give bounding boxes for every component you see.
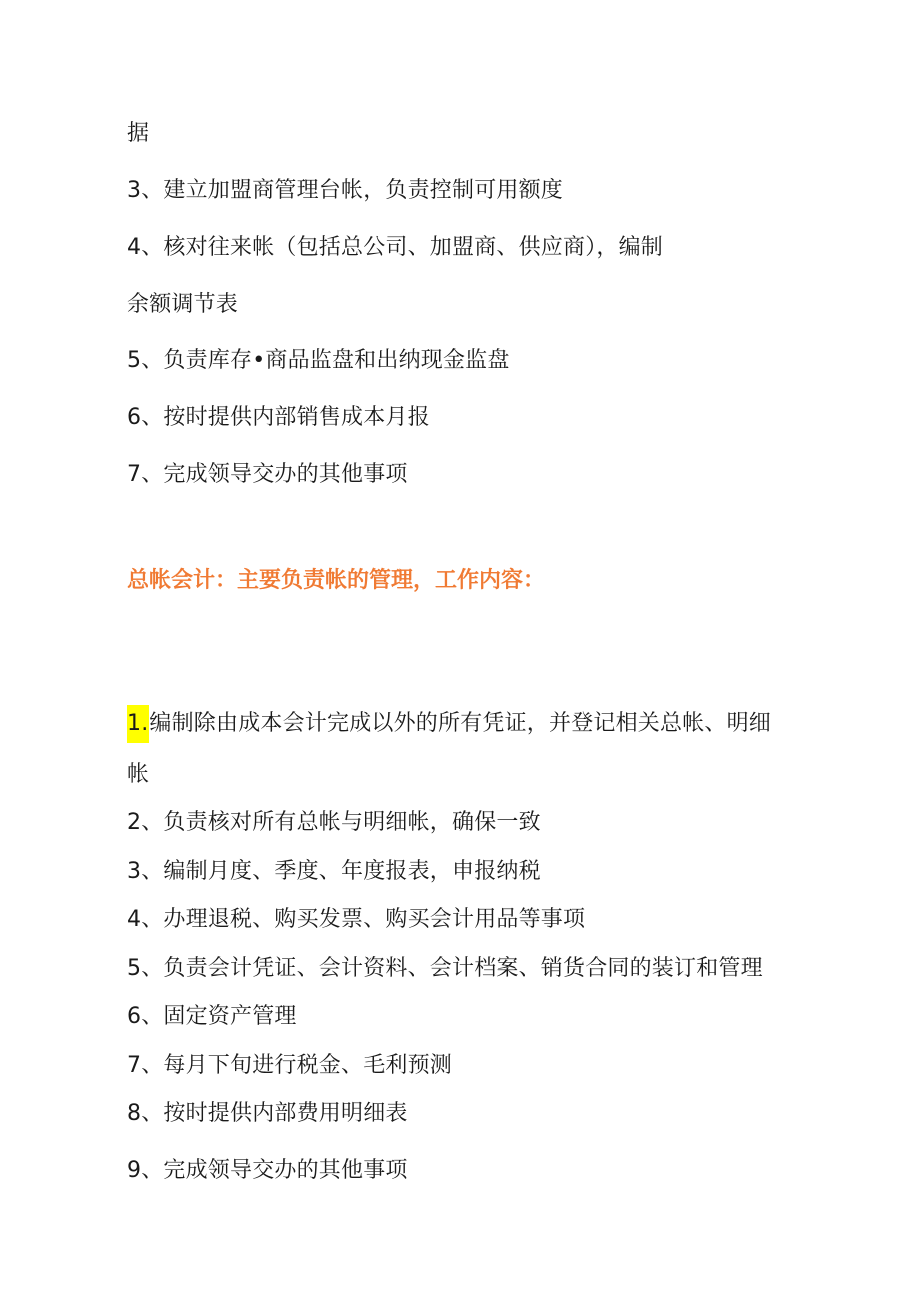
list-item: 6、固定资产管理	[127, 1004, 297, 1029]
text-line: 4、核对往来帐（包括总公司、加盟商、供应商），编制	[127, 235, 663, 260]
text-line: 5、负责库存•商品监盘和出纳现金监盘	[127, 348, 510, 373]
text-line: 余额调节表	[127, 292, 239, 317]
list-item: 4、办理退税、购买发票、购买会计用品等事项	[127, 907, 586, 932]
list-item: 8、按时提供内部费用明细表	[127, 1101, 408, 1126]
list-item: 2、负责核对所有总帐与明细帐，确保一致	[127, 810, 541, 835]
text-line: 据	[127, 121, 150, 146]
list-item: 3、编制月度、季度、年度报表，申报纳税	[127, 859, 541, 884]
list-item	[127, 709, 771, 743]
list-item-text: 编制除由成本会计完成以外的所有凭证，并登记相关总帐、明细	[149, 711, 771, 736]
list-item: 5、负责会计凭证、会计资料、会计档案、销货合同的装订和管理	[127, 956, 763, 981]
text-line: 6、按时提供内部销售成本月报	[127, 405, 430, 430]
highlighted-number: 1.	[127, 705, 149, 743]
text-line: 7、完成领导交办的其他事项	[127, 462, 408, 487]
section-heading: 总帐会计：主要负责帐的管理，工作内容：	[127, 568, 546, 593]
list-item: 7、每月下旬进行税金、毛利预测	[127, 1053, 452, 1078]
text-line: 3、建立加盟商管理台帐，负责控制可用额度	[127, 178, 563, 203]
text-line: 帐	[127, 762, 150, 787]
list-item: 9、完成领导交办的其他事项	[127, 1158, 408, 1183]
